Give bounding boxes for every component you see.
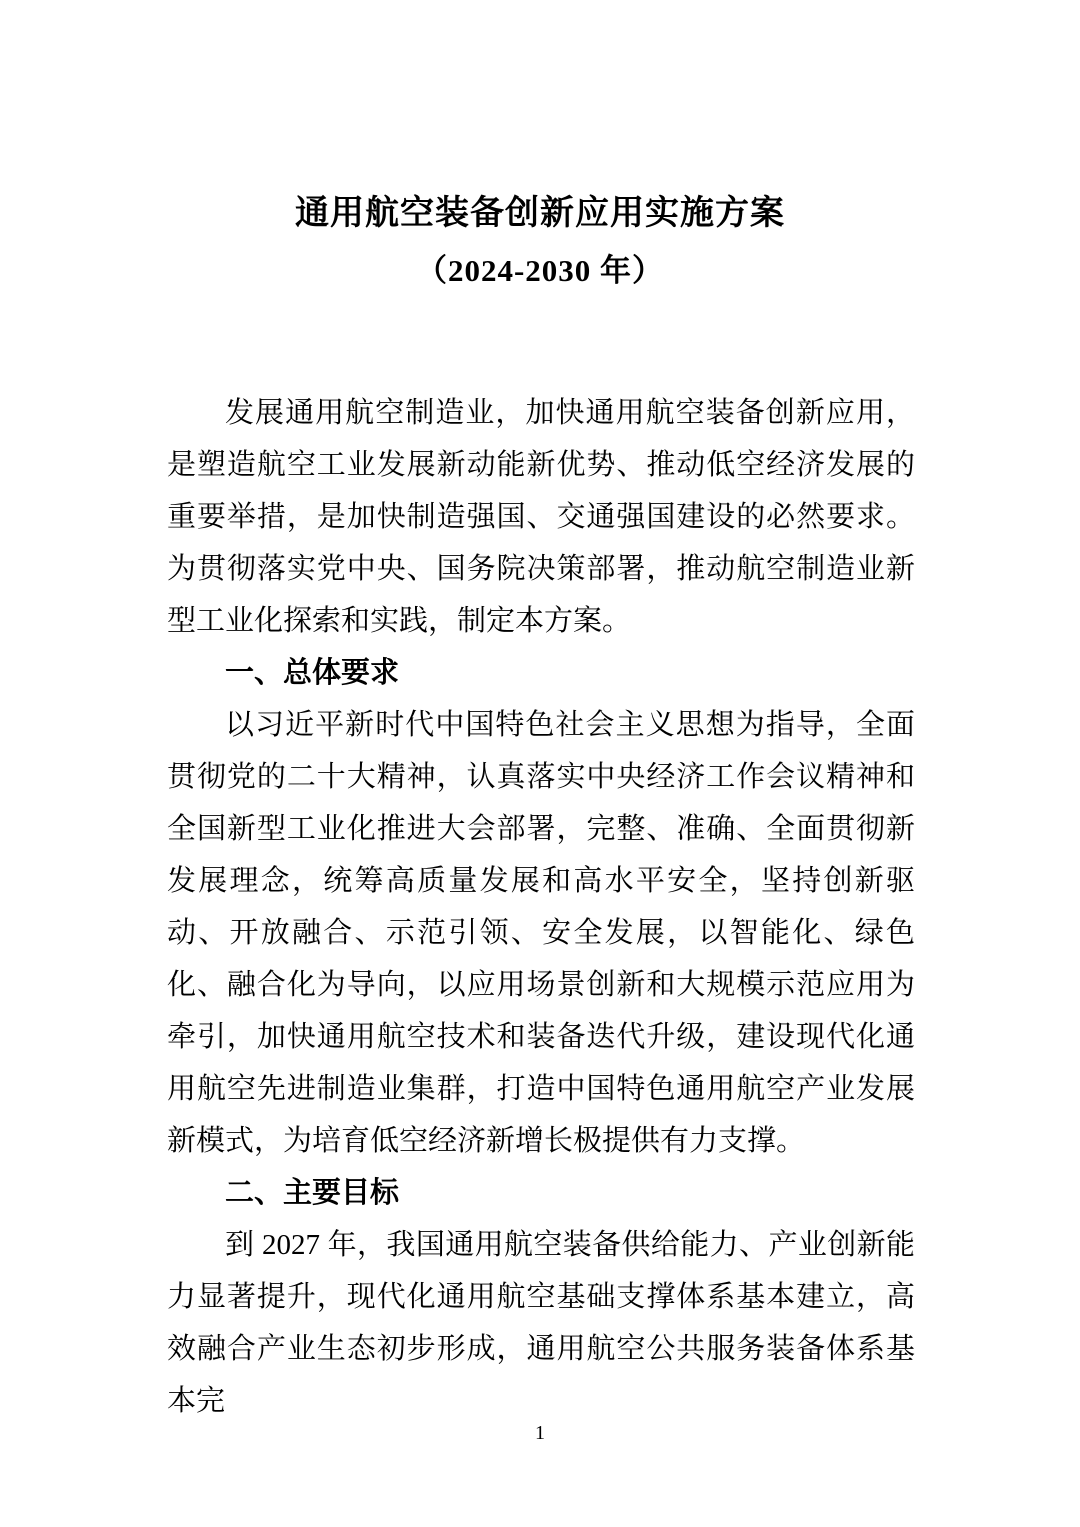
paragraph-preamble: 发展通用航空制造业，加快通用航空装备创新应用，是塑造航空工业发展新动能新优势、推动低空经济发展的重要举措，是加快制造强国、交通强国建设的必然要求。为贯彻落实党中央、国务院决策部署，推动航空制造业新型工业化探索和实践，制定本方案。 (167, 397, 915, 637)
section-heading-overall-requirements: 一、总体要求 (225, 657, 400, 689)
section-heading-main-goals: 二、主要目标 (225, 1177, 400, 1209)
paragraph-main-goals: 到 2027 年，我国通用航空装备供给能力、产业创新能力显著提升，现代化通用航空基础支撑体系基本建立，高效融合产业生态初步形成，通用航空公共服务装备体系基本完 (167, 1229, 915, 1417)
document-body (167, 387, 915, 1427)
page-number: 1 (535, 1422, 545, 1444)
paragraph-overall-requirements: 以习近平新时代中国特色社会主义思想为指导，全面贯彻党的二十大精神，认真落实中央经济工作会议精神和全国新型工业化推进大会部署，完整、准确、全面贯彻新发展理念，统筹高质量发展和高水平安全，坚持创新驱动、开放融合、示范引领、安全发展，以智能化、绿色化、融合化为导向，以应用场景创新和大规模示范应用为牵引，加快通用航空技术和装备迭代升级，建设现代化通用航空先进制造业集群，打造中国特色通用航空产业发展新模式，为培育低空经济新增长极提供有力支撑。 (167, 709, 915, 1157)
document-subtitle: （2024-2030 年） (415, 253, 665, 288)
document-title: 通用航空装备创新应用实施方案 (295, 195, 785, 232)
